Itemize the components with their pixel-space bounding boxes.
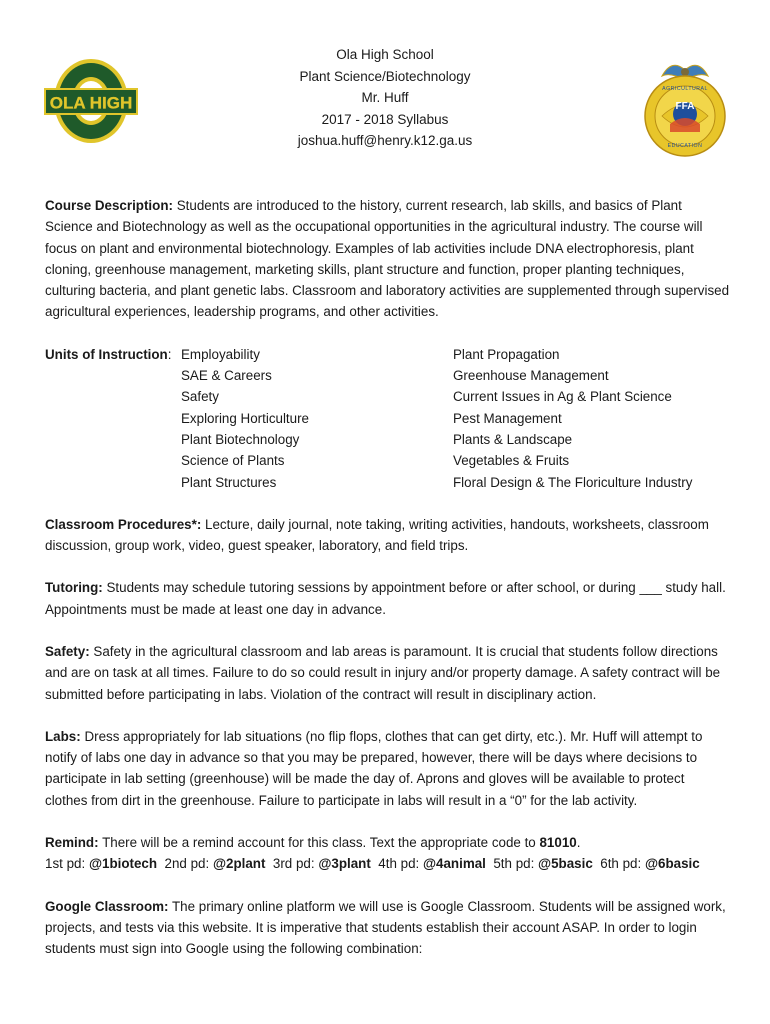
course-description-text: Students are introduced to the history, current research, lab skills, and basics of Plant Science and Biotechnology as well as the occupational opportunities in the agricultural industry. The course will focus on plant and environmental biotechnology. Examples of lab activities include DNA electrophoresis, plant cloning, greenhouse management, marketing skills, plant structure and function, proper planting techniques, culturing bacteria, and plant genetic labs. Classroom and laboratory activities are supplemented through supervised agricultural experiences, leadership programs, and other activities. <box>45 198 730 320</box>
unit-item: SAE & Careers <box>181 368 272 384</box>
remind-code: @4animal <box>422 856 486 872</box>
remind-section: Remind: There will be a remind account for this class. Text the appropriate code to 81010. 1st pd: @1biotech 2nd pd: @2plant 3rd pd: @3plant 4th pd: @4animal 5th pd: @5basic 6th pd: @6basic <box>45 835 700 872</box>
syllabus-body <box>45 195 730 981</box>
units-label: Units of Instruction: <box>45 346 172 362</box>
period-label: 4th pd: <box>378 856 420 872</box>
period-label: 1st pd: <box>45 856 86 872</box>
unit-item: Employability <box>181 346 260 362</box>
labs-section <box>45 726 730 811</box>
safety-text: Safety in the agricultural classroom and lab areas is paramount. It is crucial that students follow directions and are on task at all times. Failure to do so could result in injury and/or property damage. A safety contract will be submitted before participating in labs. Violation of the contract will result in disciplinary action. <box>45 643 721 702</box>
unit-item: Vegetables & Fruits <box>453 453 570 469</box>
classroom-procedures-label: Classroom Procedures*: <box>45 516 202 532</box>
unit-item: Greenhouse Management <box>453 368 609 384</box>
classroom-procedures-section <box>45 514 730 557</box>
remind-code: @6basic <box>644 856 700 872</box>
unit-item: Plant Structures <box>181 474 277 490</box>
tutoring-section <box>45 577 730 620</box>
remind-code: @2plant <box>212 856 266 872</box>
unit-item: Exploring Horticulture <box>181 410 310 426</box>
remind-code: @3plant <box>318 856 371 872</box>
remind-number: 81010 <box>539 835 577 851</box>
safety-label: Safety: <box>45 643 90 659</box>
syllabus-header <box>0 44 770 152</box>
remind-period-codes <box>45 856 700 871</box>
tutoring-text: Students may schedule tutoring sessions by appointment before or after school, or during ___ study hall. Appointments must be made at least one day in advance. <box>45 580 726 617</box>
period-label: 5th pd: <box>493 856 535 872</box>
unit-item: Current Issues in Ag & Plant Science <box>453 389 672 405</box>
labs-text: Dress appropriately for lab situations (no flip flops, clothes that can get dirty, etc.). Mr. Huff will attempt to notify of labs one day in advance so that you may be prepared, however, there will be days where decisions to participate in lab setting (greenhouse) will be made the day of. Aprons and gloves will be available to protect clothes from dirt in the greenhouse. Failure to participate in labs will result in a “0” for the lab activity. <box>45 728 703 808</box>
period-label: 6th pd: <box>600 856 642 872</box>
course-name: Plant Science/Biotechnology <box>299 68 471 84</box>
unit-item: Plant Biotechnology <box>181 431 300 447</box>
tutoring-label: Tutoring: <box>45 580 103 596</box>
units-of-instruction-section <box>45 344 730 494</box>
safety-section <box>45 641 730 705</box>
remind-text: There will be a remind account for this class. Text the appropriate code to <box>102 835 536 851</box>
units-column-1 <box>181 344 309 493</box>
unit-item: Plant Propagation <box>453 346 560 362</box>
school-name: Ola High School <box>336 47 434 62</box>
google-classroom-text: The primary online platform we will use is Google Classroom. Students will be assigned work, projects, and tests via this website. It is imperative that students establish their account ASAP. In order to login students must sign into Google using the following combination: <box>45 898 726 957</box>
syllabus-year: 2017 - 2018 Syllabus <box>321 111 449 127</box>
unit-item: Science of Plants <box>181 453 285 469</box>
remind-label: Remind: <box>45 835 99 851</box>
unit-item: Floral Design & The Floriculture Industry <box>453 474 693 490</box>
classroom-procedures-text: Lecture, daily journal, note taking, writing activities, handouts, worksheets, classroom discussion, group work, video, guest speaker, laboratory, and field trips. <box>45 516 709 554</box>
teacher-name: Mr. Huff <box>361 90 409 105</box>
ffa-ring-bottom-text: EDUCATION <box>667 143 703 149</box>
unit-item: Pest Management <box>453 410 562 426</box>
ffa-emblem-text: FFA <box>675 101 695 112</box>
ffa-ring-top-text: AGRICULTURAL <box>662 86 708 92</box>
period-label: 3rd pd: <box>272 856 315 872</box>
labs-label: Labs: <box>45 728 81 744</box>
course-description-label: Course Description: <box>45 198 173 213</box>
period-label: 2nd pd: <box>164 856 210 872</box>
unit-item: Plants & Landscape <box>453 431 573 447</box>
remind-code: @5basic <box>538 856 593 872</box>
remind-code: @1biotech <box>88 856 158 872</box>
google-classroom-section <box>45 896 730 960</box>
units-column-2 <box>453 344 692 493</box>
ola-high-logo-text: OLA HIGH <box>49 93 133 113</box>
unit-item: Safety <box>181 389 219 405</box>
google-classroom-label: Google Classroom: <box>45 898 169 914</box>
course-description-section <box>45 195 730 323</box>
teacher-email[interactable]: joshua.huff@henry.k12.ga.us <box>297 133 473 148</box>
